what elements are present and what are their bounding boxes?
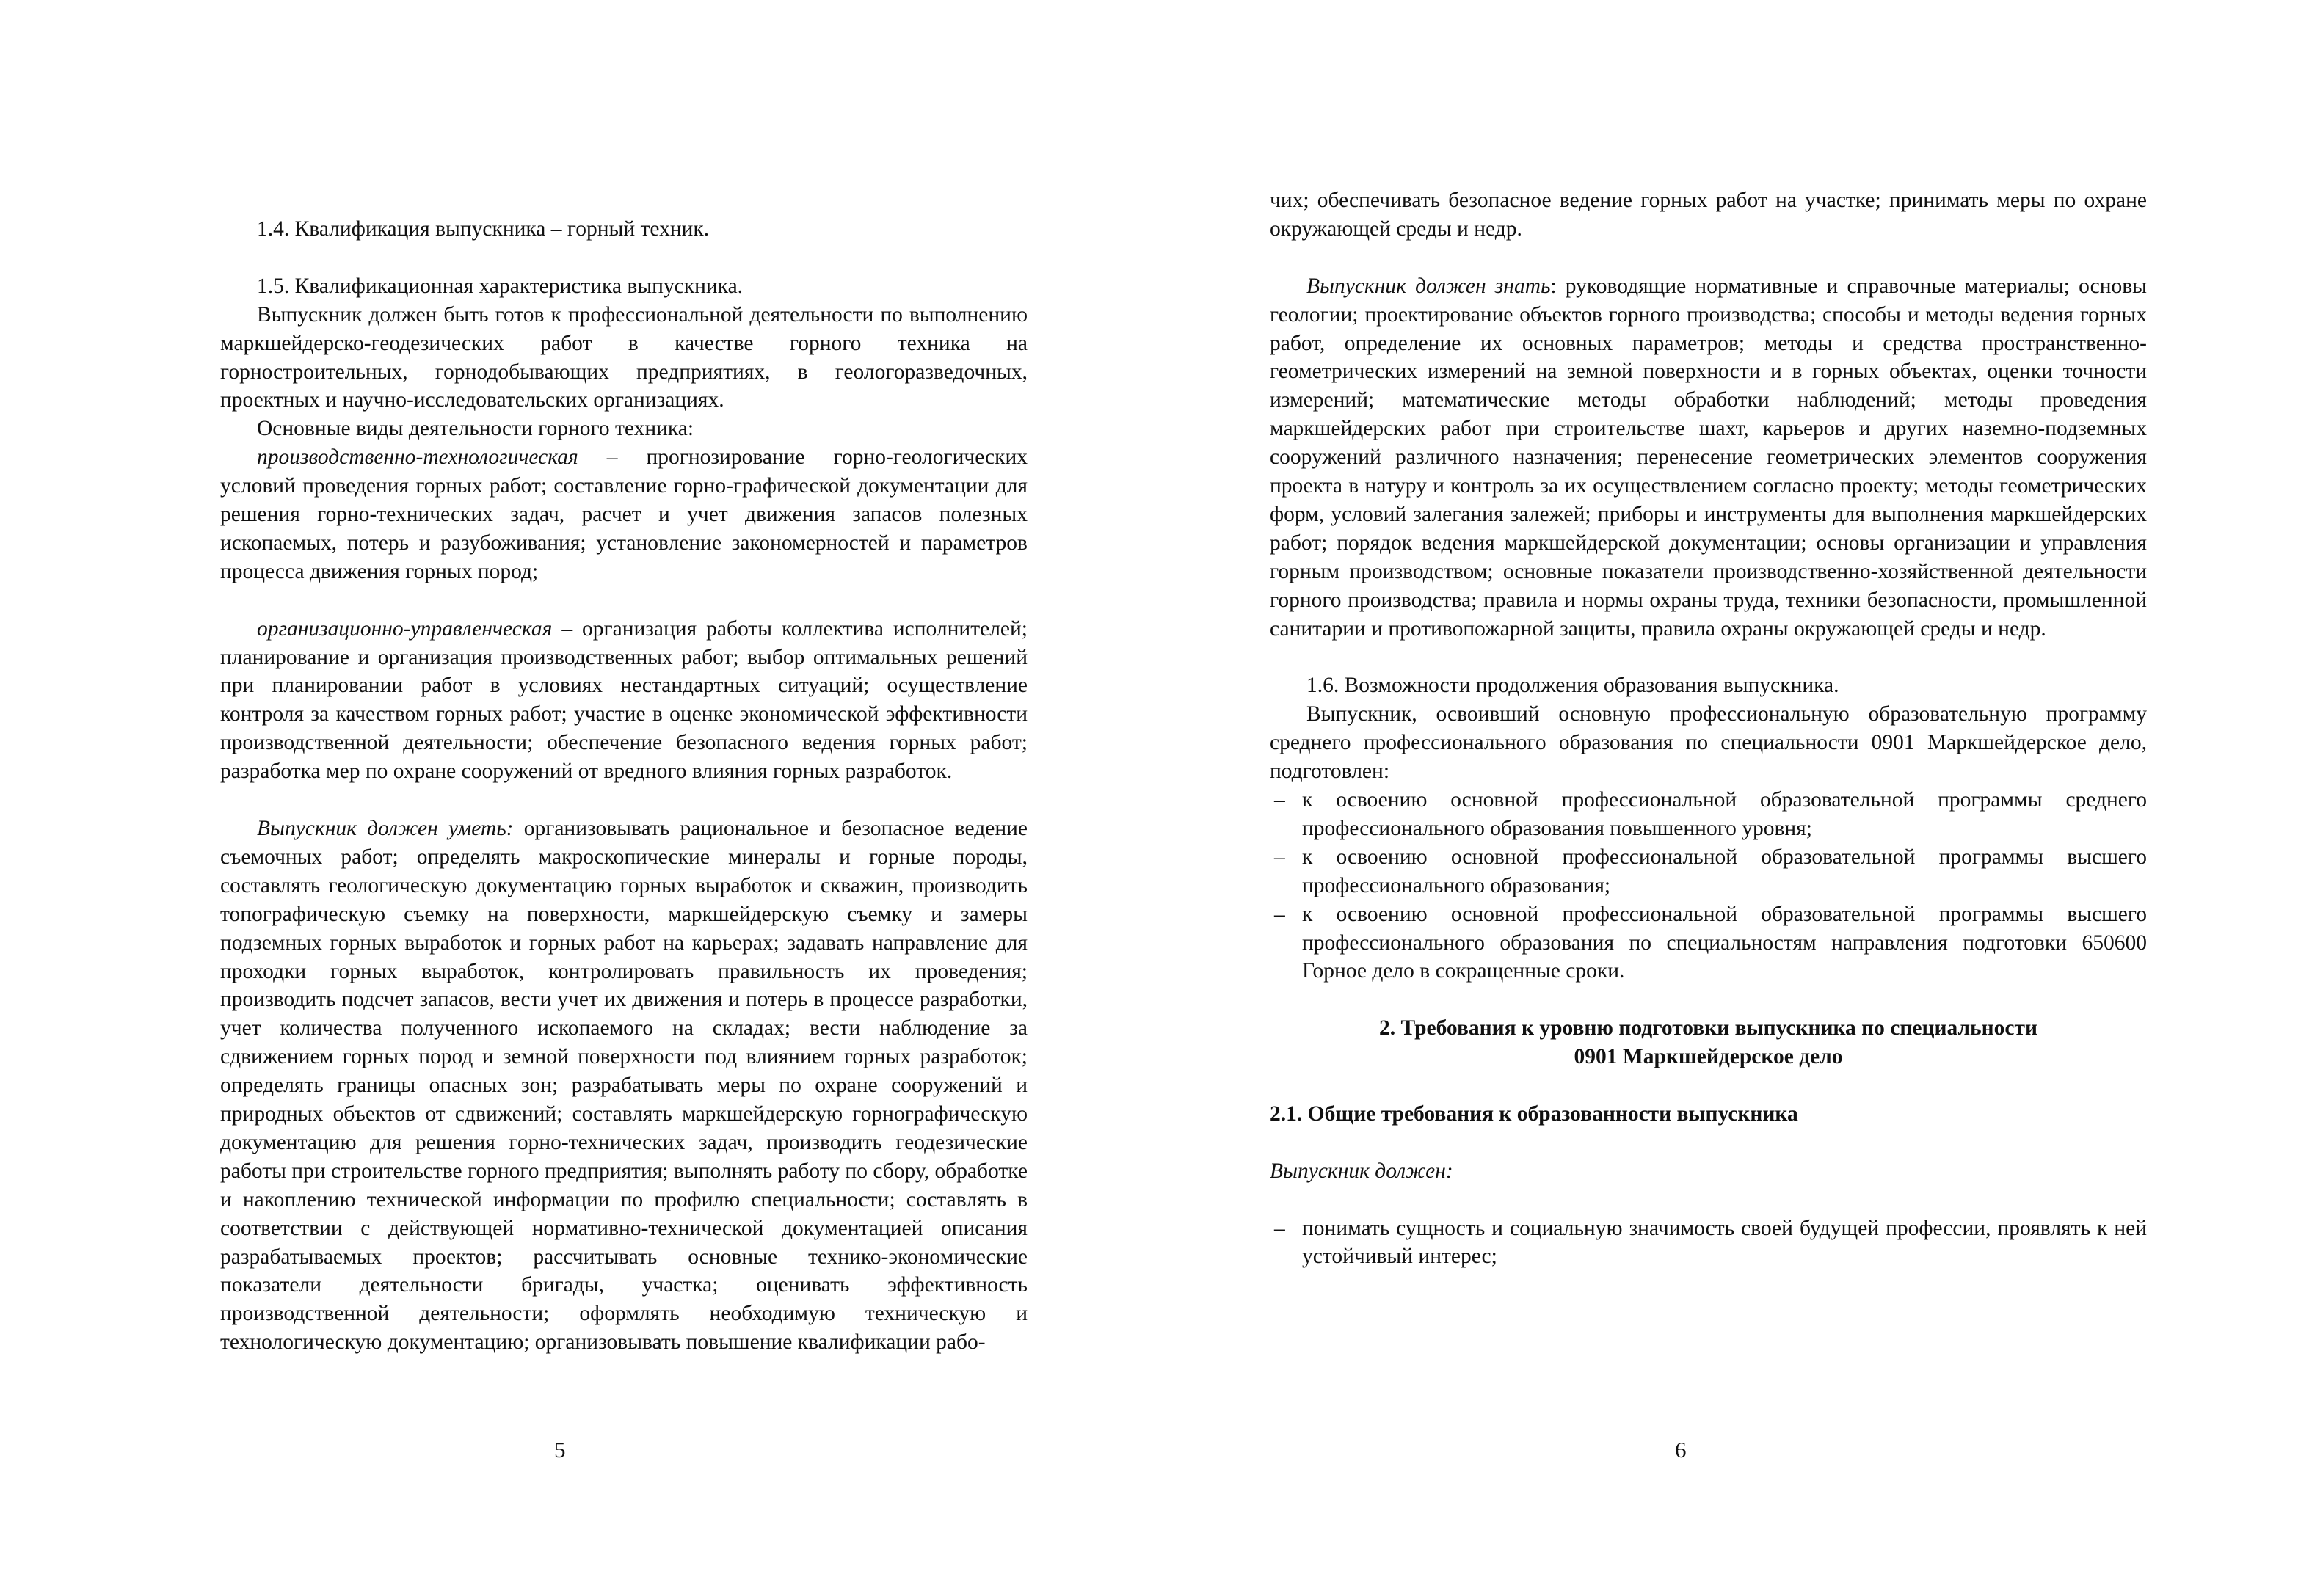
skills-term: Выпускник должен уметь: <box>257 816 514 840</box>
requirements-list <box>1270 1214 2147 1272</box>
page-number-right: 6 <box>1675 1437 1687 1462</box>
list-item <box>1270 1214 2147 1272</box>
list-item <box>1270 900 2147 986</box>
management-text: – организация работы коллектива исполнителей; планирование и организация производственных работ; выбор оптимальных решений при планировании работ в условиях нестандартных ситуаций; осуществление контроля за качеством горных работ; участие в оценке экономической эффективности производственной деятельности; обеспечение безопасного ведения горных работ; разработка мер по охране сооружений от вредного влияния горных разработок. <box>220 616 1028 784</box>
education-list <box>1270 786 2147 985</box>
list-item <box>1270 843 2147 900</box>
list-item-text: к освоению основной профессиональной образовательной программы среднего профессионального образования повышенного уровня; <box>1302 788 2147 840</box>
management-term: организационно-управленческая <box>257 616 553 641</box>
list-item-text: к освоению основной профессиональной образовательной программы высшего профессионального образования; <box>1302 845 2147 897</box>
activities-title: Основные виды деятельности горного техника: <box>257 417 694 441</box>
section-1-5-title: 1.5. Квалификационная характеристика выпускника. <box>257 274 744 298</box>
right-page-text <box>1270 186 2147 1271</box>
section-1-5-body: Выпускник должен быть готов к профессиональной деятельности по выполнению маркшейдерско-геодезических работ в качестве горного техника на горностроительных, горнодобывающих предприятиях, в геологоразведочных, проектных и научно-исследовательских организациях. <box>220 302 1028 412</box>
dash-marker: – <box>1274 845 1285 869</box>
section-1-6-title: 1.6. Возможности продолжения образования выпускника. <box>1306 674 1839 698</box>
section-1-4: 1.4. Квалификация выпускника – горный техник. <box>257 217 710 241</box>
list-item <box>1270 786 2147 843</box>
skills-paragraph <box>220 815 1028 1357</box>
knowledge-paragraph <box>1270 272 2147 644</box>
production-term: производственно-технологическая <box>257 445 578 470</box>
section-1-6-body: Выпускник, освоивший основную профессиональную образовательную программу среднего профессионального образования по специальности 0901 Маркшейдерское дело, подготовлен: <box>1270 702 2147 784</box>
skills-text: организовывать рациональное и безопасное ведение съемочных работ; определять макроскопические минералы и горные породы, составлять геологическую документацию горных выработок и скважин, производить топографическую съемку на поверхности, маркшейдерскую съемку и замеры подземных горных выработок и горных работ на карьерах; задавать направление для проходки горных выработок, контролировать правильность их проведения; производить подсчет запасов, вести учет их движения и потерь в процессе разработки, учет количества полученного ископаемого на складах; вести наблюдение за сдвижением горных пород и земной поверхности под влиянием горных разработок; определять границы опасных зон; разрабатывать меры по охране сооружений и природных объектов от сдвижений; составлять маркшейдерскую горнографическую документацию для решения горно-технических задач, производить геодезические работы при строительстве горного предприятия; выполнять работу по сбору, обработке и накоплению технической информации по профилю специальности; составлять в соответствии с действующей нормативно-технической документацией описания разрабатываемых проектов; рассчитывать основные технико-экономические показатели деятельности бригады, участка; оценивать эффективность производственной деятельности; оформлять необходимую техническую и технологическую документацию; организовывать повышение квалификации рабо- <box>220 816 1028 1355</box>
knowledge-text: : руководящие нормативные и справочные материалы; основы геологии; проектирование объектов горного производства; способы и методы ведения горных работ, определение их основных параметров; методы и средства пространственно-геометрических измерений на земной поверхности и в горных объектах, оценки точности измерений; математические методы обработки наблюдений; методы проведения маркшейдерских работ при строительстве шахт, карьеров и других наземно-подземных сооружений различного назначения; перенесение геометрических элементов сооружения проекта в натуру и контроль за их осуществлением согласно проекту; методы геометрических форм, условий залегания залежей; приборы и инструменты для выполнения маркшейдерских работ; порядок ведения маркшейдерской документации; основы организации и управления горным производством; основные показатели производственно-хозяйственной деятельности горного производства; правила и нормы охраны труда, техники безопасности, промышленной санитарии и противопожарной защиты, правила охраны окружающей среды и недр. <box>1270 274 2147 641</box>
section-2-heading-line-2: 0901 Маркшейдерское дело <box>1574 1045 1843 1069</box>
continuation-paragraph: чих; обеспечивать безопасное ведение горных работ на участке; принимать меры по охране окружающей среды и недр. <box>1270 189 2147 241</box>
section-2-1-heading: 2.1. Общие требования к образованности выпускника <box>1270 1101 1798 1126</box>
management-paragraph <box>220 615 1028 786</box>
dash-marker: – <box>1274 788 1285 812</box>
page-number-left: 5 <box>554 1437 566 1462</box>
production-paragraph <box>220 443 1028 586</box>
list-item-text: понимать сущность и социальную значимость своей будущей профессии, проявлять к ней устойчивый интерес; <box>1302 1216 2147 1269</box>
section-2-heading-line-1: 2. Требования к уровню подготовки выпускника по специальности <box>1379 1016 2037 1041</box>
list-item-text: к освоению основной профессиональной образовательной программы высшего профессионального образования по специальностям направления подготовки 650600 Горное дело в сокращенные сроки. <box>1302 902 2147 983</box>
dash-marker: – <box>1274 1216 1285 1240</box>
right-page <box>1156 0 2312 1596</box>
production-text: – прогнозирование горно-геологических условий проведения горных работ; составление горно-графической документации для решения горно-технических задач, расчет и учет движения запасов полезных ископаемых, потерь и разубоживания; установление закономерностей и параметров процесса движения горных пород; <box>220 445 1028 583</box>
knowledge-term: Выпускник должен знать <box>1306 274 1551 298</box>
left-page-text <box>220 215 1028 1357</box>
dash-marker: – <box>1274 902 1285 926</box>
graduate-must: Выпускник должен: <box>1270 1159 1453 1183</box>
